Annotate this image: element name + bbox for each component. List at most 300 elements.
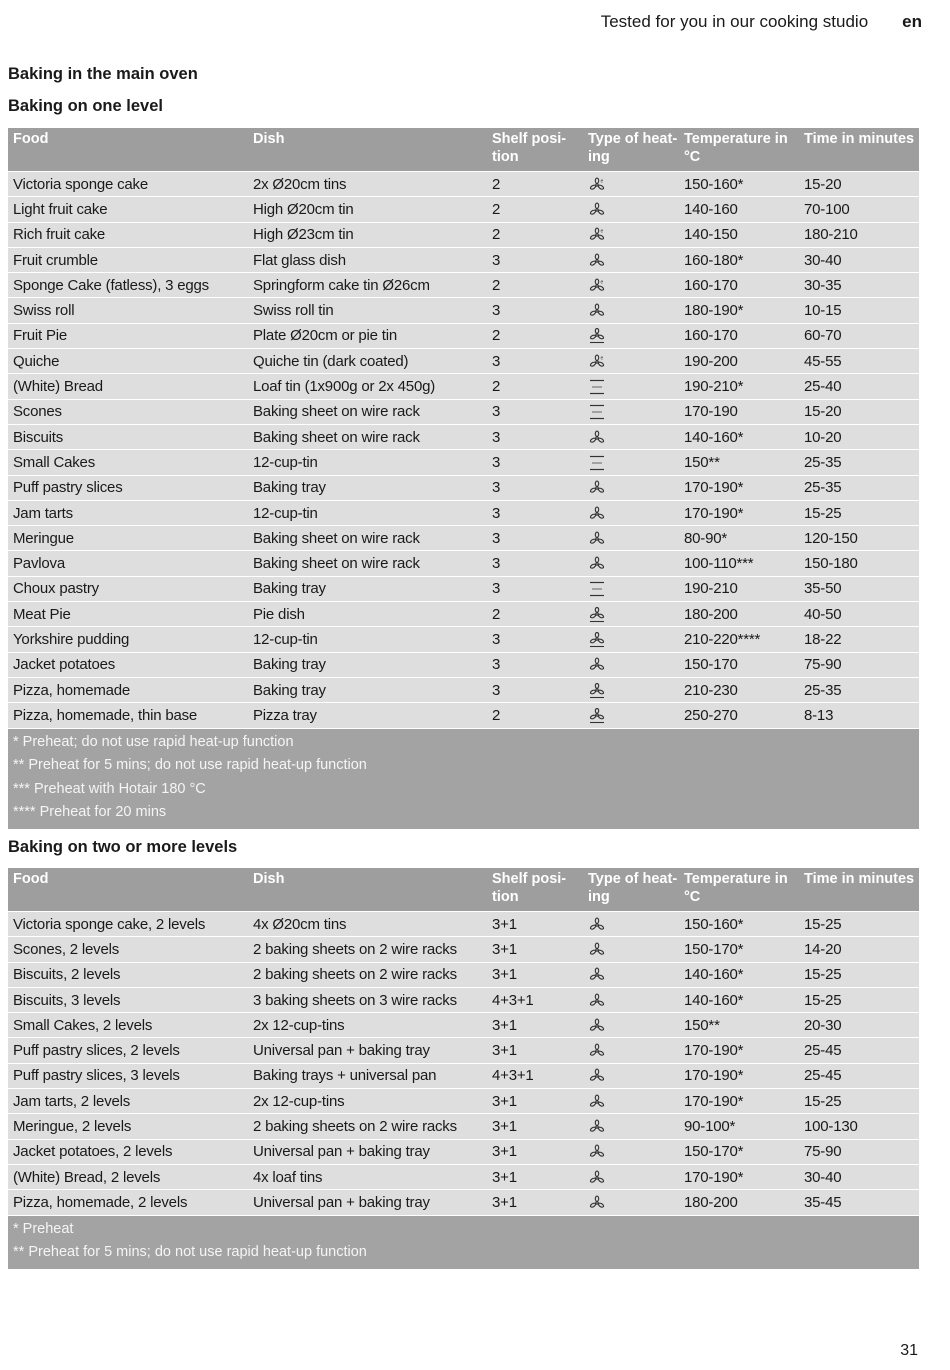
heating-cell bbox=[583, 631, 679, 648]
shelf-cell: 3 bbox=[492, 681, 501, 699]
shelf-cell: 2 bbox=[492, 605, 501, 623]
hotair-icon bbox=[588, 506, 606, 522]
temperature-cell: 170-190* bbox=[684, 504, 744, 522]
food-cell: Puff pastry slices bbox=[13, 479, 123, 497]
temperature-cell: 190-210 bbox=[684, 580, 738, 598]
temperature-cell: 150** bbox=[684, 453, 720, 471]
dish-cell: 4x Ø20cm tins bbox=[253, 915, 347, 933]
table-row bbox=[8, 551, 919, 575]
dish-cell: 12-cup-tin bbox=[253, 453, 318, 471]
time-cell: 180-210 bbox=[804, 226, 858, 244]
shelf-cell: 2 bbox=[492, 706, 501, 724]
food-cell: Meringue bbox=[13, 529, 74, 547]
dish-cell: Quiche tin (dark coated) bbox=[253, 352, 409, 370]
shelf-cell: 3 bbox=[492, 403, 501, 421]
shelf-cell: 2 bbox=[492, 378, 501, 396]
hotair-icon bbox=[588, 967, 606, 983]
hotair-icon bbox=[588, 1170, 606, 1186]
col-temperature-header: Temperature in °C bbox=[684, 131, 788, 165]
table-footnotes bbox=[8, 729, 919, 829]
shelf-cell: 3 bbox=[492, 302, 501, 320]
food-cell: Jacket potatoes bbox=[13, 656, 116, 674]
temperature-cell: 150** bbox=[684, 1016, 720, 1034]
table-row bbox=[8, 172, 919, 196]
food-cell: Meat Pie bbox=[13, 605, 71, 623]
time-cell: 30-40 bbox=[804, 251, 842, 269]
shelf-cell: 3 bbox=[492, 580, 501, 598]
temperature-cell: 80-90* bbox=[684, 529, 728, 547]
temperature-cell: 100-110*** bbox=[684, 555, 754, 573]
heating-cell bbox=[583, 1143, 679, 1160]
heating-cell bbox=[583, 1118, 679, 1135]
top-bottom-heating-icon bbox=[588, 581, 606, 597]
table-row bbox=[8, 937, 919, 961]
temperature-cell: 180-200 bbox=[684, 605, 738, 623]
dish-cell: 3 baking sheets on 3 wire racks bbox=[253, 991, 457, 1009]
heating-cell bbox=[583, 327, 679, 344]
time-cell: 18-22 bbox=[804, 630, 842, 648]
heating-cell bbox=[583, 580, 679, 597]
heating-cell bbox=[583, 916, 679, 933]
dish-cell: Universal pan + baking tray bbox=[253, 1193, 430, 1211]
svg-text:e: e bbox=[600, 279, 604, 286]
col-shelf-header: Shelf posi- tion bbox=[492, 131, 567, 165]
heating-cell bbox=[583, 429, 679, 446]
dish-cell: 2 baking sheets on 2 wire racks bbox=[253, 1118, 457, 1136]
table1-title: Baking on one level bbox=[8, 97, 163, 115]
table-row bbox=[8, 273, 919, 297]
time-cell: 25-35 bbox=[804, 479, 842, 497]
table-body bbox=[8, 172, 919, 728]
col-shelf-header: Shelf posi- tion bbox=[492, 871, 567, 905]
shelf-cell: 3+1 bbox=[492, 1016, 517, 1034]
table-row bbox=[8, 400, 919, 424]
time-cell: 8-13 bbox=[804, 706, 834, 724]
time-cell: 70-100 bbox=[804, 200, 850, 218]
food-cell: Rich fruit cake bbox=[13, 226, 106, 244]
hotair-eco-icon bbox=[588, 227, 606, 243]
table-row bbox=[8, 1190, 919, 1214]
hotair-icon bbox=[588, 993, 606, 1009]
col-time-header: Time in minutes bbox=[804, 871, 915, 887]
footnote: * Preheat; do not use rapid heat-up function bbox=[13, 733, 294, 750]
temperature-cell: 140-160* bbox=[684, 966, 744, 984]
shelf-cell: 2 bbox=[492, 175, 501, 193]
heating-cell bbox=[583, 353, 679, 370]
food-cell: (White) Bread bbox=[13, 378, 103, 396]
shelf-cell: 3+1 bbox=[492, 1118, 517, 1136]
heating-cell bbox=[583, 403, 679, 420]
pizza-setting-icon bbox=[588, 328, 606, 344]
time-cell: 25-35 bbox=[804, 681, 842, 699]
temperature-cell: 150-170* bbox=[684, 1143, 744, 1161]
food-cell: Small Cakes bbox=[13, 453, 95, 471]
time-cell: 30-35 bbox=[804, 276, 842, 294]
time-cell: 25-40 bbox=[804, 378, 842, 396]
svg-text:e: e bbox=[600, 355, 604, 362]
time-cell: 25-45 bbox=[804, 1042, 842, 1060]
temperature-cell: 160-180* bbox=[684, 251, 744, 269]
temperature-cell: 170-190* bbox=[684, 1168, 744, 1186]
dish-cell: Baking tray bbox=[253, 681, 326, 699]
top-bottom-heating-icon bbox=[588, 404, 606, 420]
temperature-cell: 250-270 bbox=[684, 706, 738, 724]
food-cell: Scones bbox=[13, 403, 62, 421]
temperature-cell: 140-160 bbox=[684, 200, 738, 218]
hotair-eco-icon bbox=[588, 278, 606, 294]
dish-cell: Pizza tray bbox=[253, 706, 317, 724]
food-cell: Fruit Pie bbox=[13, 327, 68, 345]
hotair-icon bbox=[588, 1043, 606, 1059]
table-header bbox=[8, 868, 919, 911]
hotair-eco-icon bbox=[588, 354, 606, 370]
food-cell: Choux pastry bbox=[13, 580, 99, 598]
header-subtitle: Tested for you in our cooking studio bbox=[600, 12, 869, 31]
table-row bbox=[8, 963, 919, 987]
temperature-cell: 140-160* bbox=[684, 428, 744, 446]
food-cell: Scones, 2 levels bbox=[13, 940, 120, 958]
shelf-cell: 3+1 bbox=[492, 1168, 517, 1186]
table-row bbox=[8, 1165, 919, 1189]
heating-cell bbox=[583, 1194, 679, 1211]
time-cell: 15-25 bbox=[804, 991, 842, 1009]
page-header bbox=[601, 12, 922, 32]
dish-cell: Pie dish bbox=[253, 605, 305, 623]
dish-cell: High Ø23cm tin bbox=[253, 226, 354, 244]
heating-cell bbox=[583, 252, 679, 269]
shelf-cell: 3+1 bbox=[492, 915, 517, 933]
heating-cell bbox=[583, 966, 679, 983]
footnote: ** Preheat for 5 mins; do not use rapid heat-up function bbox=[13, 1244, 367, 1261]
temperature-cell: 210-220**** bbox=[684, 630, 761, 648]
food-cell: Biscuits bbox=[13, 428, 64, 446]
heating-cell bbox=[583, 707, 679, 724]
table-multi-level bbox=[8, 868, 919, 1269]
hotair-icon bbox=[588, 657, 606, 673]
food-cell: Jam tarts, 2 levels bbox=[13, 1092, 131, 1110]
hotair-icon bbox=[588, 1195, 606, 1211]
pizza-setting-icon bbox=[588, 632, 606, 648]
shelf-cell: 3+1 bbox=[492, 1092, 517, 1110]
top-bottom-heating-icon bbox=[588, 455, 606, 471]
food-cell: Small Cakes, 2 levels bbox=[13, 1016, 153, 1034]
table-row bbox=[8, 248, 919, 272]
svg-text:e: e bbox=[600, 178, 604, 185]
dish-cell: Swiss roll tin bbox=[253, 302, 334, 320]
table-row bbox=[8, 653, 919, 677]
table-row bbox=[8, 1140, 919, 1164]
hotair-icon bbox=[588, 1018, 606, 1034]
temperature-cell: 140-150 bbox=[684, 226, 738, 244]
temperature-cell: 140-160* bbox=[684, 991, 744, 1009]
heating-cell bbox=[583, 1017, 679, 1034]
food-cell: Pizza, homemade bbox=[13, 681, 131, 699]
col-dish-header: Dish bbox=[253, 131, 285, 147]
heating-cell bbox=[583, 1067, 679, 1084]
dish-cell: Baking tray bbox=[253, 479, 326, 497]
time-cell: 75-90 bbox=[804, 1143, 842, 1161]
table-row bbox=[8, 1089, 919, 1113]
food-cell: Puff pastry slices, 2 levels bbox=[13, 1042, 180, 1060]
table-row bbox=[8, 1064, 919, 1088]
food-cell: Jam tarts bbox=[13, 504, 73, 522]
dish-cell: Loaf tin (1x900g or 2x 450g) bbox=[253, 378, 436, 396]
food-cell: Fruit crumble bbox=[13, 251, 98, 269]
heating-cell bbox=[583, 479, 679, 496]
pizza-setting-icon bbox=[588, 708, 606, 724]
shelf-cell: 3 bbox=[492, 251, 501, 269]
table-row bbox=[8, 602, 919, 626]
hotair-eco-icon bbox=[588, 177, 606, 193]
heating-cell bbox=[583, 176, 679, 193]
table-row bbox=[8, 703, 919, 727]
heating-cell bbox=[583, 1169, 679, 1186]
temperature-cell: 90-100* bbox=[684, 1118, 736, 1136]
table-row bbox=[8, 1038, 919, 1062]
col-heating-header: Type of heat- ing bbox=[588, 131, 678, 165]
food-cell: Swiss roll bbox=[13, 302, 75, 320]
table-footnotes bbox=[8, 1216, 919, 1269]
heating-cell bbox=[583, 378, 679, 395]
footnote: ** Preheat for 5 mins; do not use rapid heat-up function bbox=[13, 757, 367, 774]
table-header bbox=[8, 128, 919, 171]
shelf-cell: 3 bbox=[492, 504, 501, 522]
dish-cell: Universal pan + baking tray bbox=[253, 1042, 430, 1060]
table-row bbox=[8, 374, 919, 398]
shelf-cell: 3 bbox=[492, 352, 501, 370]
shelf-cell: 3+1 bbox=[492, 1042, 517, 1060]
dish-cell: Baking trays + universal pan bbox=[253, 1067, 437, 1085]
pizza-setting-icon bbox=[588, 607, 606, 623]
food-cell: Sponge Cake (fatless), 3 eggs bbox=[13, 276, 209, 294]
time-cell: 35-45 bbox=[804, 1193, 842, 1211]
table-row bbox=[8, 425, 919, 449]
footnote: *** Preheat with Hotair 180 °C bbox=[13, 780, 206, 797]
section-title: Baking in the main oven bbox=[8, 65, 198, 83]
food-cell: Puff pastry slices, 3 levels bbox=[13, 1067, 180, 1085]
dish-cell: 4x loaf tins bbox=[253, 1168, 323, 1186]
hotair-icon bbox=[588, 556, 606, 572]
time-cell: 10-20 bbox=[804, 428, 842, 446]
dish-cell: Flat glass dish bbox=[253, 251, 346, 269]
table-row bbox=[8, 501, 919, 525]
table-row bbox=[8, 627, 919, 651]
time-cell: 15-20 bbox=[804, 403, 842, 421]
language-code: en bbox=[902, 12, 922, 31]
dish-cell: Baking tray bbox=[253, 580, 326, 598]
dish-cell: 12-cup-tin bbox=[253, 630, 318, 648]
time-cell: 15-20 bbox=[804, 175, 842, 193]
food-cell: Victoria sponge cake, 2 levels bbox=[13, 915, 206, 933]
table-one-level bbox=[8, 128, 919, 829]
hotair-icon bbox=[588, 1094, 606, 1110]
food-cell: Pizza, homemade, 2 levels bbox=[13, 1193, 188, 1211]
table-row bbox=[8, 988, 919, 1012]
time-cell: 15-25 bbox=[804, 966, 842, 984]
table-body bbox=[8, 912, 919, 1215]
temperature-cell: 150-160* bbox=[684, 175, 744, 193]
hotair-icon bbox=[588, 202, 606, 218]
heating-cell bbox=[583, 941, 679, 958]
dish-cell: 12-cup-tin bbox=[253, 504, 318, 522]
heating-cell bbox=[583, 682, 679, 699]
shelf-cell: 3+1 bbox=[492, 1193, 517, 1211]
time-cell: 10-15 bbox=[804, 302, 842, 320]
time-cell: 75-90 bbox=[804, 656, 842, 674]
col-time-header: Time in minutes bbox=[804, 131, 915, 147]
top-bottom-heating-icon bbox=[588, 379, 606, 395]
table-row bbox=[8, 476, 919, 500]
shelf-cell: 3 bbox=[492, 453, 501, 471]
hotair-icon bbox=[588, 480, 606, 496]
dish-cell: 2x Ø20cm tins bbox=[253, 175, 347, 193]
dish-cell: Baking sheet on wire rack bbox=[253, 428, 420, 446]
temperature-cell: 150-170 bbox=[684, 656, 738, 674]
time-cell: 20-30 bbox=[804, 1016, 842, 1034]
food-cell: Pizza, homemade, thin base bbox=[13, 706, 198, 724]
time-cell: 150-180 bbox=[804, 555, 858, 573]
dish-cell: Springform cake tin Ø26cm bbox=[253, 276, 430, 294]
table2-title: Baking on two or more levels bbox=[8, 838, 238, 856]
heating-cell bbox=[583, 201, 679, 218]
temperature-cell: 150-160* bbox=[684, 915, 744, 933]
time-cell: 60-70 bbox=[804, 327, 842, 345]
shelf-cell: 3+1 bbox=[492, 1143, 517, 1161]
shelf-cell: 3+1 bbox=[492, 940, 517, 958]
table-row bbox=[8, 298, 919, 322]
time-cell: 15-25 bbox=[804, 915, 842, 933]
table-row bbox=[8, 678, 919, 702]
col-food-header: Food bbox=[13, 131, 49, 147]
shelf-cell: 4+3+1 bbox=[492, 1067, 534, 1085]
temperature-cell: 170-190* bbox=[684, 479, 744, 497]
heating-cell bbox=[583, 1042, 679, 1059]
shelf-cell: 3 bbox=[492, 428, 501, 446]
footnote: * Preheat bbox=[13, 1220, 74, 1237]
food-cell: Biscuits, 2 levels bbox=[13, 966, 121, 984]
table-row bbox=[8, 450, 919, 474]
temperature-cell: 190-210* bbox=[684, 378, 744, 396]
temperature-cell: 180-190* bbox=[684, 302, 744, 320]
hotair-icon bbox=[588, 1144, 606, 1160]
col-temperature-header: Temperature in °C bbox=[684, 871, 788, 905]
shelf-cell: 2 bbox=[492, 276, 501, 294]
table-row bbox=[8, 577, 919, 601]
heating-cell bbox=[583, 454, 679, 471]
shelf-cell: 3 bbox=[492, 555, 501, 573]
food-cell: Victoria sponge cake bbox=[13, 175, 148, 193]
shelf-cell: 3 bbox=[492, 529, 501, 547]
time-cell: 35-50 bbox=[804, 580, 842, 598]
temperature-cell: 160-170 bbox=[684, 327, 738, 345]
footnote: **** Preheat for 20 mins bbox=[13, 804, 167, 821]
food-cell: Yorkshire pudding bbox=[13, 630, 130, 648]
temperature-cell: 170-190* bbox=[684, 1092, 744, 1110]
table-row bbox=[8, 1114, 919, 1138]
shelf-cell: 2 bbox=[492, 200, 501, 218]
col-food-header: Food bbox=[13, 871, 49, 887]
time-cell: 30-40 bbox=[804, 1168, 842, 1186]
table-row bbox=[8, 223, 919, 247]
col-dish-header: Dish bbox=[253, 871, 285, 887]
food-cell: Light fruit cake bbox=[13, 200, 108, 218]
dish-cell: High Ø20cm tin bbox=[253, 200, 354, 218]
pizza-setting-icon bbox=[588, 683, 606, 699]
time-cell: 25-35 bbox=[804, 453, 842, 471]
hotair-icon bbox=[588, 531, 606, 547]
shelf-cell: 3 bbox=[492, 656, 501, 674]
dish-cell: Universal pan + baking tray bbox=[253, 1143, 430, 1161]
shelf-cell: 3+1 bbox=[492, 966, 517, 984]
heating-cell bbox=[583, 530, 679, 547]
shelf-cell: 4+3+1 bbox=[492, 991, 534, 1009]
dish-cell: Baking sheet on wire rack bbox=[253, 529, 420, 547]
hotair-icon bbox=[588, 1068, 606, 1084]
table-row bbox=[8, 912, 919, 936]
hotair-icon bbox=[588, 942, 606, 958]
heating-cell bbox=[583, 1093, 679, 1110]
time-cell: 14-20 bbox=[804, 940, 842, 958]
heating-cell bbox=[583, 555, 679, 572]
dish-cell: Plate Ø20cm or pie tin bbox=[253, 327, 398, 345]
table-row bbox=[8, 526, 919, 550]
dish-cell: 2 baking sheets on 2 wire racks bbox=[253, 940, 457, 958]
food-cell: Quiche bbox=[13, 352, 60, 370]
time-cell: 15-25 bbox=[804, 1092, 842, 1110]
time-cell: 45-55 bbox=[804, 352, 842, 370]
heating-cell bbox=[583, 226, 679, 243]
dish-cell: Baking tray bbox=[253, 656, 326, 674]
dish-cell: 2 baking sheets on 2 wire racks bbox=[253, 966, 457, 984]
food-cell: Pavlova bbox=[13, 555, 65, 573]
dish-cell: Baking sheet on wire rack bbox=[253, 555, 420, 573]
food-cell: Meringue, 2 levels bbox=[13, 1118, 132, 1136]
temperature-cell: 170-190 bbox=[684, 403, 738, 421]
food-cell: Jacket potatoes, 2 levels bbox=[13, 1143, 173, 1161]
food-cell: (White) Bread, 2 levels bbox=[13, 1168, 161, 1186]
page-number: 31 bbox=[900, 1342, 918, 1359]
time-cell: 15-25 bbox=[804, 504, 842, 522]
time-cell: 25-45 bbox=[804, 1067, 842, 1085]
temperature-cell: 160-170 bbox=[684, 276, 738, 294]
hotair-icon bbox=[588, 1119, 606, 1135]
hotair-icon bbox=[588, 253, 606, 269]
shelf-cell: 2 bbox=[492, 226, 501, 244]
hotair-icon bbox=[588, 917, 606, 933]
heating-cell bbox=[583, 277, 679, 294]
time-cell: 120-150 bbox=[804, 529, 858, 547]
heating-cell bbox=[583, 504, 679, 521]
shelf-cell: 3 bbox=[492, 630, 501, 648]
dish-cell: Baking sheet on wire rack bbox=[253, 403, 420, 421]
dish-cell: 2x 12-cup-tins bbox=[253, 1016, 345, 1034]
table-row bbox=[8, 1013, 919, 1037]
heating-cell bbox=[583, 606, 679, 623]
food-cell: Biscuits, 3 levels bbox=[13, 991, 121, 1009]
time-cell: 100-130 bbox=[804, 1118, 858, 1136]
hotair-icon bbox=[588, 430, 606, 446]
dish-cell: 2x 12-cup-tins bbox=[253, 1092, 345, 1110]
heating-cell bbox=[583, 992, 679, 1009]
temperature-cell: 170-190* bbox=[684, 1042, 744, 1060]
time-cell: 40-50 bbox=[804, 605, 842, 623]
hotair-icon bbox=[588, 303, 606, 319]
temperature-cell: 170-190* bbox=[684, 1067, 744, 1085]
table-row bbox=[8, 197, 919, 221]
table-row bbox=[8, 349, 919, 373]
temperature-cell: 190-200 bbox=[684, 352, 738, 370]
shelf-cell: 3 bbox=[492, 479, 501, 497]
